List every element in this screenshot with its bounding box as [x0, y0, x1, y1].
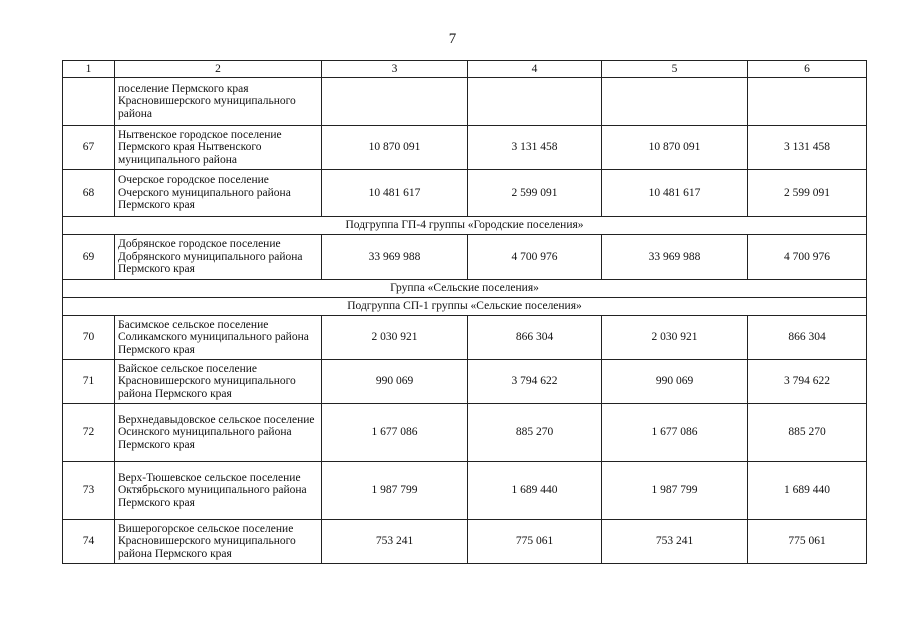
value-col-3: 990 069 [322, 360, 468, 404]
table-row [63, 126, 867, 170]
settlement-name: Вайское сельское поселение Красновишерского муниципального района Пермского края [115, 360, 322, 404]
settlement-name: Верх-Тюшевское сельское поселение Октябрьского муниципального района Пермского края [115, 462, 322, 520]
value-col-3: 1 677 086 [322, 404, 468, 462]
column-header: 3 [322, 61, 468, 78]
group-title: Подгруппа СП-1 группы «Сельские поселения» [63, 298, 867, 316]
row-number [63, 78, 115, 126]
table-row [63, 404, 867, 462]
value-col-5: 2 030 921 [602, 316, 748, 360]
value-col-3: 10 481 617 [322, 170, 468, 217]
row-number: 74 [63, 520, 115, 564]
value-col-6: 2 599 091 [748, 170, 867, 217]
value-col-6: 1 689 440 [748, 462, 867, 520]
table-row [63, 78, 867, 126]
value-col-4: 866 304 [468, 316, 602, 360]
row-number: 67 [63, 126, 115, 170]
value-col-4: 885 270 [468, 404, 602, 462]
value-col-6: 4 700 976 [748, 235, 867, 280]
document-table [62, 60, 867, 564]
value-col-5: 753 241 [602, 520, 748, 564]
row-number: 70 [63, 316, 115, 360]
value-col-3: 33 969 988 [322, 235, 468, 280]
group-title: Подгруппа ГП-4 группы «Городские поселения» [63, 217, 867, 235]
value-col-6: 775 061 [748, 520, 867, 564]
value-col-4 [468, 78, 602, 126]
settlement-name: Очерское городское поселение Очерского муниципального района Пермского края [115, 170, 322, 217]
value-col-6: 866 304 [748, 316, 867, 360]
table-row [63, 170, 867, 217]
table-row [63, 316, 867, 360]
value-col-5: 33 969 988 [602, 235, 748, 280]
value-col-4: 4 700 976 [468, 235, 602, 280]
value-col-4: 2 599 091 [468, 170, 602, 217]
value-col-4: 775 061 [468, 520, 602, 564]
value-col-5 [602, 78, 748, 126]
group-header-row [63, 298, 867, 316]
settlement-name: Добрянское городское поселение Добрянского муниципального района Пермского края [115, 235, 322, 280]
value-col-6: 885 270 [748, 404, 867, 462]
value-col-3: 2 030 921 [322, 316, 468, 360]
settlement-name: поселение Пермского края Красновишерского муниципального района [115, 78, 322, 126]
group-header-row [63, 217, 867, 235]
table-row [63, 520, 867, 564]
row-number: 69 [63, 235, 115, 280]
column-header: 5 [602, 61, 748, 78]
value-col-4: 3 131 458 [468, 126, 602, 170]
value-col-3: 10 870 091 [322, 126, 468, 170]
settlement-name: Нытвенское городское поселение Пермского края Нытвенского муниципального района [115, 126, 322, 170]
table-body [63, 78, 867, 564]
value-col-4: 3 794 622 [468, 360, 602, 404]
row-number: 68 [63, 170, 115, 217]
table-header-row [63, 61, 867, 78]
value-col-5: 10 481 617 [602, 170, 748, 217]
value-col-3: 753 241 [322, 520, 468, 564]
group-title: Группа «Сельские поселения» [63, 280, 867, 298]
page-number: 7 [448, 31, 457, 47]
value-col-5: 1 987 799 [602, 462, 748, 520]
value-col-5: 1 677 086 [602, 404, 748, 462]
value-col-5: 990 069 [602, 360, 748, 404]
column-header: 2 [115, 61, 322, 78]
settlement-name: Верхнедавыдовское сельское поселение Осинского муниципального района Пермского края [115, 404, 322, 462]
row-number: 73 [63, 462, 115, 520]
value-col-6: 3 794 622 [748, 360, 867, 404]
value-col-6: 3 131 458 [748, 126, 867, 170]
column-header: 1 [63, 61, 115, 78]
value-col-4: 1 689 440 [468, 462, 602, 520]
row-number: 72 [63, 404, 115, 462]
settlement-name: Вишерогорское сельское поселение Красновишерского муниципального района Пермского края [115, 520, 322, 564]
settlement-name: Басимское сельское поселение Соликамского муниципального района Пермского края [115, 316, 322, 360]
table-row [63, 360, 867, 404]
value-col-3 [322, 78, 468, 126]
table-row [63, 462, 867, 520]
group-header-row [63, 280, 867, 298]
row-number: 71 [63, 360, 115, 404]
value-col-3: 1 987 799 [322, 462, 468, 520]
value-col-5: 10 870 091 [602, 126, 748, 170]
column-header: 6 [748, 61, 867, 78]
value-col-6 [748, 78, 867, 126]
column-header: 4 [468, 61, 602, 78]
table-row [63, 235, 867, 280]
